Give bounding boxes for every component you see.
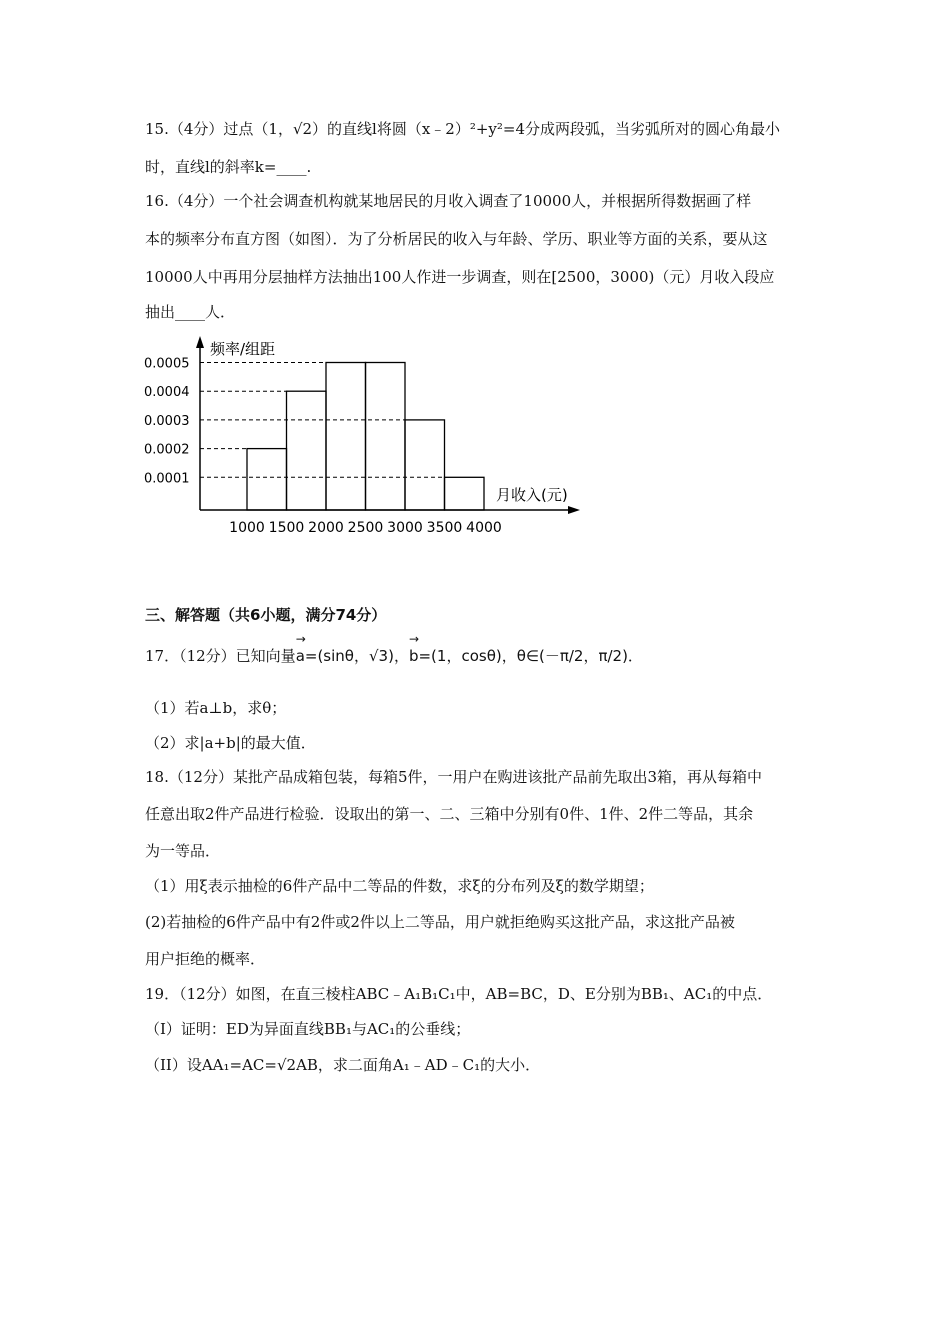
q17-b-def: =(1，cosθ) bbox=[418, 647, 502, 665]
frequency-histogram bbox=[140, 334, 600, 549]
q16-line2: 本的频率分布直方图（如图）．为了分析居民的收入与年龄、学历、职业等方面的关系，要从这 bbox=[145, 230, 768, 248]
q16-line3: 10000人中再用分层抽样方法抽出100人作进一步调查，则在[2500，3000)（元）月收入段应 bbox=[145, 268, 775, 286]
section-title: 三、解答题（共6小题，满分74分） bbox=[145, 606, 387, 624]
q17-stem: 17．（12分）已知向量→ a=(sinθ，√3)，→ b=(1，cosθ)，θ∈(－π/2，π/2)． bbox=[145, 645, 643, 667]
x-axis-arrow bbox=[568, 506, 580, 514]
q17-theta-range: ，θ∈(－π/2，π/2)． bbox=[501, 647, 643, 665]
histogram-bar-2 bbox=[287, 391, 327, 510]
q19-line2: （I）证明：ED为异面直线BB₁与AC₁的公垂线； bbox=[145, 1020, 471, 1038]
x-tick-label: 2000 bbox=[308, 520, 344, 536]
q17-part1: （1）若a⊥b，求θ； bbox=[145, 699, 287, 717]
q18-line3: 为一等品． bbox=[145, 842, 221, 860]
histogram-bar-5 bbox=[405, 420, 445, 510]
q18-line1: 18.（12分）某批产品成箱包装，每箱5件，一用户在购进该批产品前先取出3箱，再从每箱中 bbox=[145, 768, 763, 786]
histogram-bar-6 bbox=[445, 477, 485, 510]
x-tick-label: 4000 bbox=[466, 520, 502, 536]
x-tick-label: 2500 bbox=[347, 520, 384, 536]
vector-a: → a bbox=[296, 645, 305, 667]
q18-line5: (2)若抽检的6件产品中有2件或2件以上二等品，用户就拒绝购买这批产品，求这批产品被 bbox=[145, 913, 735, 931]
histogram-bar-4 bbox=[366, 363, 406, 511]
q19-line1: 19．（12分）如图，在直三棱柱ABC﹣A₁B₁C₁中，AB=BC，D、E分别为BB₁、AC₁的中点． bbox=[145, 985, 773, 1003]
q17-part2: （2）求|a+b|的最大值． bbox=[145, 734, 316, 752]
q16-line1: 16.（4分）一个社会调查机构就某地居民的月收入调查了10000人，并根据所得数据画了样 bbox=[145, 192, 752, 210]
q16-line4: 抽出____人． bbox=[145, 303, 236, 321]
chart-ylabel: 频率/组距 bbox=[210, 340, 276, 358]
x-tick-label: 3500 bbox=[426, 520, 463, 536]
y-tick-label: 0.0004 bbox=[144, 385, 190, 401]
q15-line1: 15.（4分）过点（1，√2）的直线l将圆（x﹣2）²+y²=4分成两段弧，当劣弧所对的圆心角最小 bbox=[145, 120, 781, 138]
histogram-bar-1 bbox=[247, 449, 287, 510]
y-tick-label: 0.0002 bbox=[144, 442, 190, 458]
x-tick-label: 1500 bbox=[268, 520, 305, 536]
y-tick-label: 0.0001 bbox=[144, 471, 190, 487]
y-tick-label: 0.0003 bbox=[144, 413, 190, 429]
y-axis-arrow bbox=[196, 336, 204, 348]
histogram-bar-3 bbox=[326, 363, 366, 511]
q18-line4: （1）用ξ表示抽检的6件产品中二等品的件数，求ξ的分布列及ξ的数学期望； bbox=[145, 877, 654, 895]
q19-line3: （II）设AA₁=AC=√2AB，求二面角A₁﹣AD﹣C₁的大小． bbox=[145, 1056, 541, 1074]
q18-line6: 用户拒绝的概率． bbox=[145, 950, 266, 968]
x-tick-label: 3000 bbox=[387, 520, 423, 536]
chart-xlabel: 月收入(元) bbox=[496, 486, 568, 504]
y-tick-label: 0.0005 bbox=[144, 356, 190, 372]
x-tick-label: 1000 bbox=[229, 520, 265, 536]
q17-prefix: 17．（12分）已知向量 bbox=[145, 647, 296, 665]
vector-b: → b bbox=[409, 645, 419, 667]
q18-line2: 任意出取2件产品进行检验．设取出的第一、二、三箱中分别有0件、1件、2件二等品，其余 bbox=[145, 805, 754, 823]
q15-line2: 时，直线l的斜率k=____. bbox=[145, 158, 312, 176]
q17-a-def: =(sinθ，√3) bbox=[304, 647, 394, 665]
